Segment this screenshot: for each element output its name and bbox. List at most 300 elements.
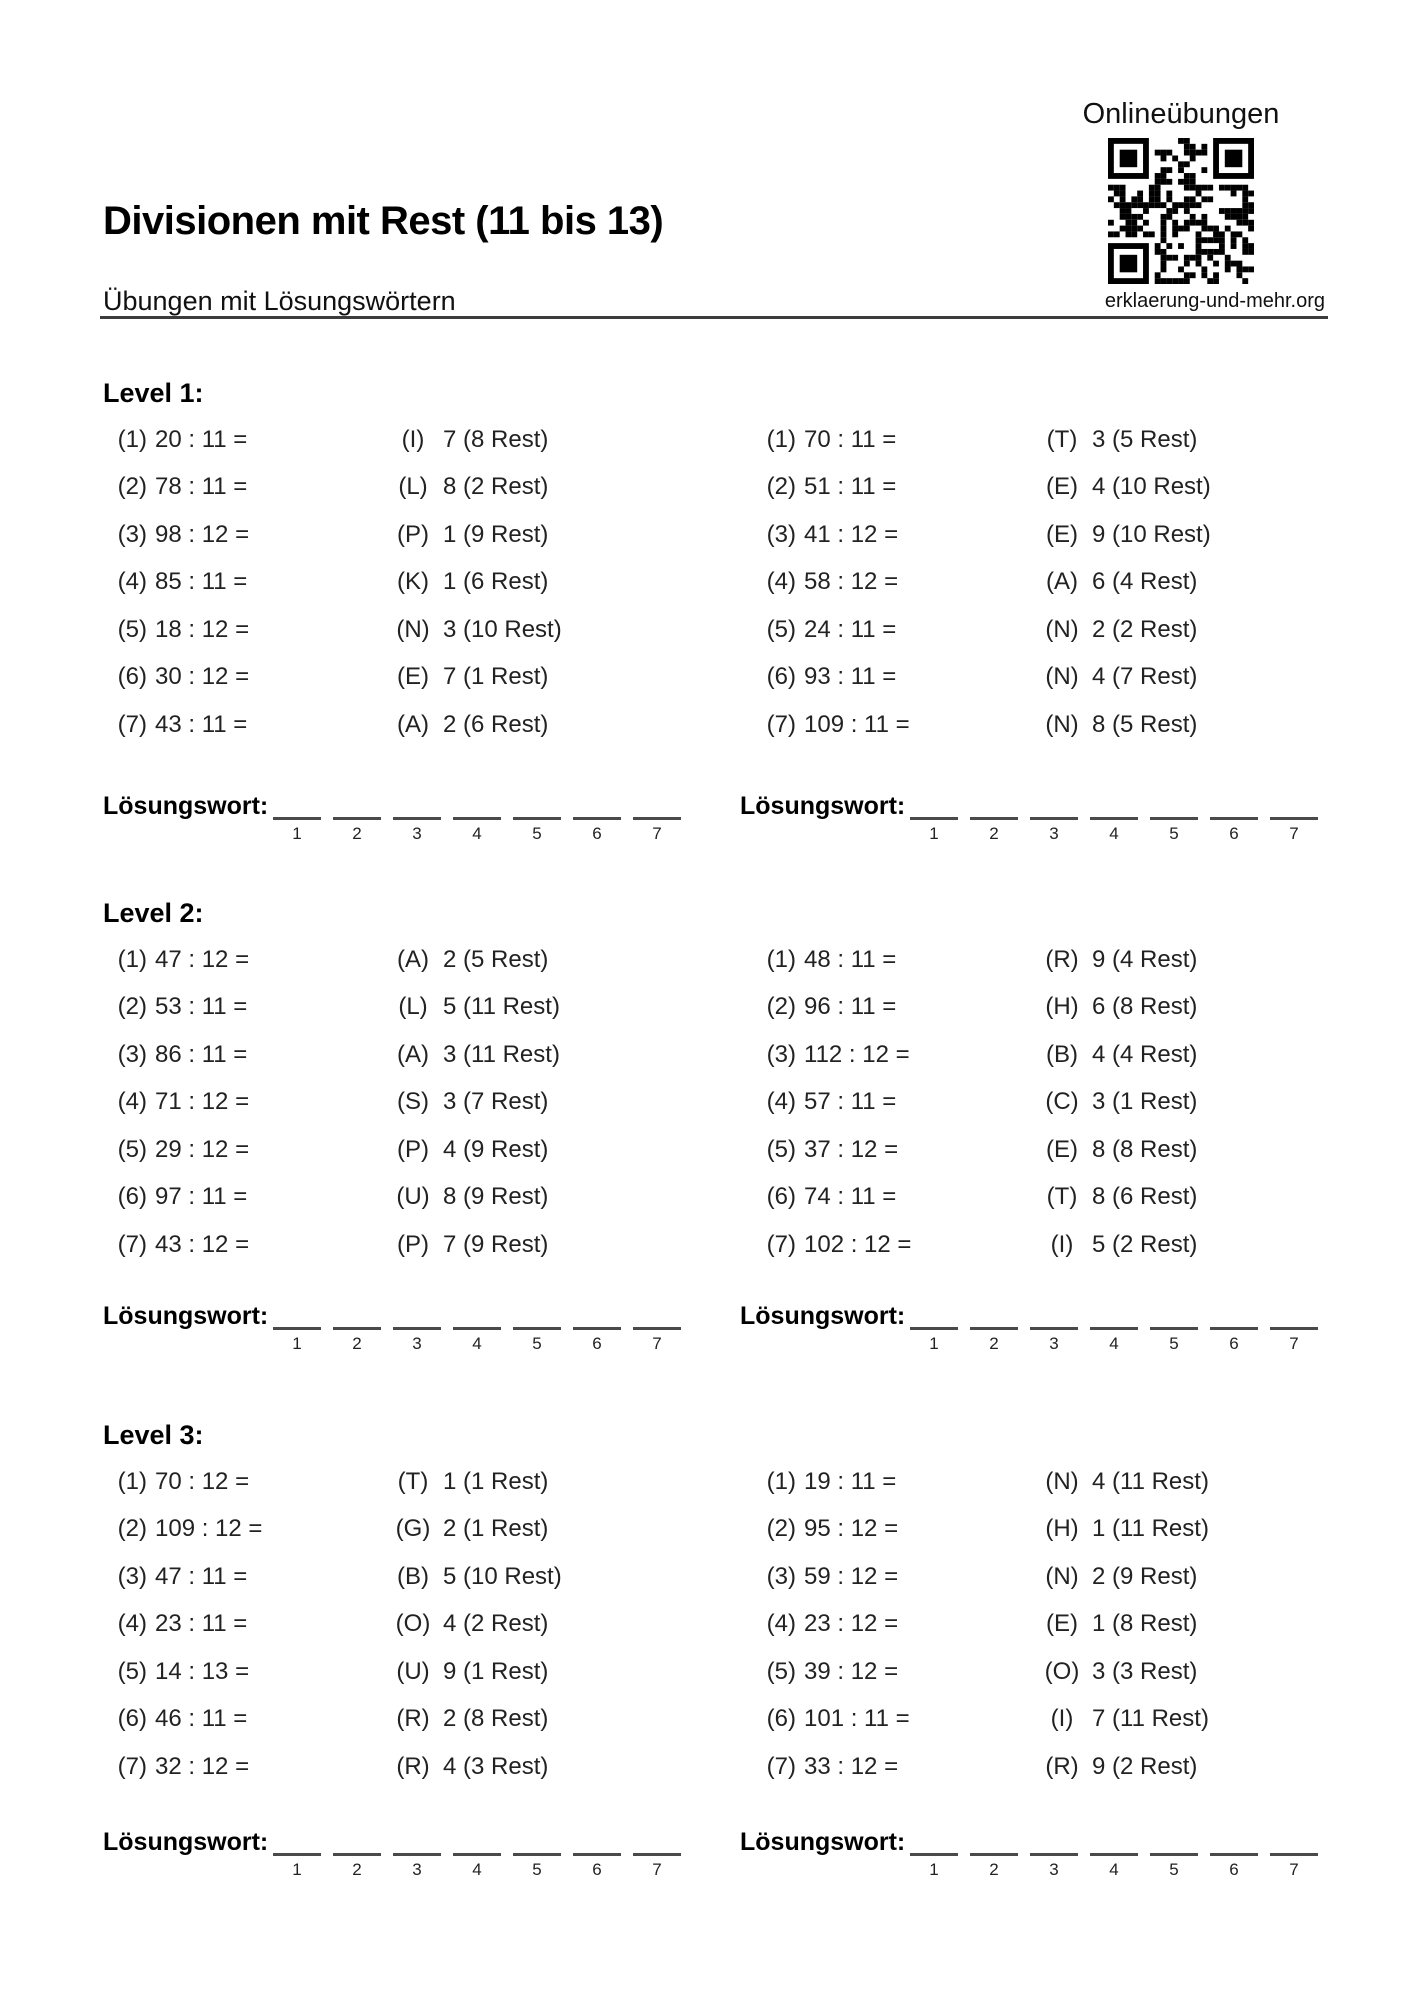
answer-text: 8 (6 Rest) [1092,1183,1198,1211]
blank-line [453,792,501,820]
answer-blank[interactable] [333,1828,381,1880]
answer-text: 4 (4 Rest) [1092,1040,1198,1068]
answer-letter: (P) [397,1230,429,1258]
blank-number: 3 [1049,1860,1059,1879]
blank-line [273,1302,321,1330]
answer-letter: (N) [1045,1562,1079,1590]
blank-line [1150,1828,1198,1856]
website-url: erklaerung-und-mehr.org [1104,290,1325,312]
problem-number: (4) [117,1088,147,1116]
problem-expression: 18 : 12 = [155,615,250,643]
answer-blank[interactable] [513,1828,561,1880]
problem-number: (2) [766,473,796,501]
problem-left [103,1515,752,1543]
solution-word-row [103,792,693,844]
answer-text: 1 (11 Rest) [1092,1515,1209,1543]
answer-blank[interactable] [453,1302,501,1354]
answer-text: 2 (6 Rest) [443,710,549,738]
answer-text: 1 (8 Rest) [1092,1610,1198,1638]
blank-line [1270,1828,1318,1856]
blank-line [970,1828,1018,1856]
problem-right [752,1088,1327,1116]
answer-blank[interactable] [393,1302,441,1354]
problem-number: (6) [117,663,147,691]
problem-right [752,1658,1327,1686]
problem-number: (3) [766,1040,796,1068]
blank-number: 2 [989,1334,999,1353]
answer-text: 7 (8 Rest) [443,425,549,453]
solution-word-blanks [273,792,693,844]
problem-left [103,1610,752,1638]
problem-row [103,1079,1327,1127]
problem-expression: 24 : 11 = [804,615,897,643]
header-divider [100,316,1328,319]
answer-letter: (E) [1046,1135,1078,1163]
problem-row [103,701,1327,749]
blank-number: 5 [1169,824,1179,843]
answer-letter: (N) [1045,615,1079,643]
problem-number: (4) [117,1610,147,1638]
blank-line [910,1828,958,1856]
answer-letter: (K) [397,568,429,596]
answer-blank[interactable] [273,1828,321,1880]
answer-blank[interactable] [1090,1302,1138,1354]
answer-blank[interactable] [970,1302,1018,1354]
answer-letter: (B) [1046,1040,1078,1068]
problem-expression: 70 : 11 = [804,425,897,453]
solution-word-label: Lösungswort: [103,1302,269,1330]
answer-text: 2 (2 Rest) [1092,615,1198,643]
answer-blank[interactable] [1150,1302,1198,1354]
answer-blank[interactable] [910,1828,958,1880]
problem-right [752,1705,1327,1733]
problem-right [752,1136,1327,1164]
problem-number: (7) [117,1230,147,1258]
answer-letter: (P) [397,520,429,548]
blank-number: 6 [1229,824,1239,843]
blank-number: 1 [292,1334,302,1353]
problem-row [103,936,1327,984]
answer-blank[interactable] [333,792,381,844]
problem-number: (5) [766,615,796,643]
answer-blank[interactable] [970,792,1018,844]
answer-blank[interactable] [910,792,958,844]
blank-number: 3 [1049,1334,1059,1353]
answer-letter: (C) [1045,1088,1079,1116]
problem-expression: 95 : 12 = [804,1515,899,1543]
problem-row [103,1506,1327,1554]
blank-line [393,1828,441,1856]
answer-letter: (E) [397,663,429,691]
answer-blank[interactable] [453,792,501,844]
answer-blank[interactable] [393,1828,441,1880]
problem-number: (6) [117,1705,147,1733]
answer-text: 9 (1 Rest) [443,1657,549,1685]
problem-left [103,473,752,501]
blank-number: 4 [1109,1334,1119,1353]
blank-number: 7 [1289,1860,1299,1879]
answer-blank[interactable] [453,1828,501,1880]
problem-expression: 85 : 11 = [155,568,248,596]
problem-number: (6) [766,663,796,691]
blank-number: 6 [592,1860,602,1879]
answer-text: 3 (11 Rest) [443,1040,560,1068]
answer-text: 8 (5 Rest) [1092,710,1198,738]
blank-line [633,792,681,820]
answer-text: 2 (8 Rest) [443,1705,549,1733]
answer-letter: (T) [1046,1183,1078,1211]
problem-right [752,426,1327,454]
answer-text: 4 (2 Rest) [443,1610,549,1638]
problem-left [103,426,752,454]
problem-number: (5) [117,1135,147,1163]
answer-blank[interactable] [970,1828,1018,1880]
blank-line [633,1302,681,1330]
problem-number: (1) [117,1467,147,1495]
problem-right [752,1610,1327,1638]
problem-expression: 96 : 11 = [804,993,897,1021]
answer-text: 6 (4 Rest) [1092,568,1198,596]
problem-number: (7) [766,710,796,738]
problem-left [103,1231,752,1259]
answer-letter: (N) [1045,710,1079,738]
answer-blank[interactable] [513,1302,561,1354]
answer-blank[interactable] [1030,792,1078,844]
blank-line [633,1828,681,1856]
problem-right [752,663,1327,691]
blank-line [1030,792,1078,820]
blank-number: 7 [1289,824,1299,843]
problem-right [752,1753,1327,1781]
answer-letter: (P) [397,1135,429,1163]
problem-number: (3) [117,1040,147,1068]
problem-expression: 30 : 12 = [155,663,250,691]
blank-line [273,1828,321,1856]
answer-blank[interactable] [573,792,621,844]
answer-blank[interactable] [633,792,681,844]
answer-text: 4 (10 Rest) [1092,473,1211,501]
problem-expression: 59 : 12 = [804,1562,899,1590]
blank-line [393,1302,441,1330]
blank-line [1030,1302,1078,1330]
problem-expression: 29 : 12 = [155,1135,250,1163]
problem-number: (6) [766,1183,796,1211]
blank-number: 1 [929,1860,939,1879]
answer-blank[interactable] [1090,792,1138,844]
solution-word-label: Lösungswort: [740,1828,906,1856]
answer-text: 7 (1 Rest) [443,663,549,691]
problem-left [103,946,752,974]
problem-right [752,1183,1327,1211]
answer-blank[interactable] [513,792,561,844]
problem-row [103,464,1327,512]
problem-expression: 33 : 12 = [804,1752,899,1780]
problem-row [103,1458,1327,1506]
blank-line [513,792,561,820]
answer-letter: (R) [1045,1752,1079,1780]
problem-expression: 39 : 12 = [804,1657,899,1685]
answer-letter: (N) [1045,1467,1079,1495]
problem-left [103,711,752,739]
problem-left [103,663,752,691]
answer-text: 9 (2 Rest) [1092,1752,1198,1780]
answer-letter: (G) [395,1515,431,1543]
answer-letter: (E) [1046,1610,1078,1638]
blank-line [1150,1302,1198,1330]
blank-number: 5 [532,1334,542,1353]
problem-expression: 57 : 11 = [804,1088,897,1116]
problem-expression: 23 : 12 = [804,1610,899,1638]
answer-blank[interactable] [1270,792,1318,844]
answer-text: 5 (10 Rest) [443,1562,562,1590]
problem-right [752,1041,1327,1069]
blank-number: 2 [352,824,362,843]
problem-number: (7) [766,1752,796,1780]
answer-text: 2 (9 Rest) [1092,1562,1198,1590]
answer-letter: (E) [1046,520,1078,548]
level-title: Level 3: [103,1420,204,1450]
answer-blank[interactable] [333,1302,381,1354]
problem-expression: 109 : 11 = [804,710,910,738]
blank-number: 5 [1169,1334,1179,1353]
problem-number: (6) [766,1705,796,1733]
answer-text: 6 (8 Rest) [1092,993,1198,1021]
problem-expression: 93 : 11 = [804,663,897,691]
answer-text: 1 (1 Rest) [443,1467,549,1495]
answer-blank[interactable] [273,792,321,844]
answer-blank[interactable] [573,1828,621,1880]
problem-expression: 74 : 11 = [804,1183,897,1211]
level-title: Level 1: [103,378,204,408]
level-2-section [103,898,1327,1269]
answer-text: 8 (8 Rest) [1092,1135,1198,1163]
answer-letter: (A) [397,710,429,738]
blank-line [513,1302,561,1330]
answer-text: 4 (9 Rest) [443,1135,549,1163]
answer-letter: (N) [1045,663,1079,691]
answer-blank[interactable] [393,792,441,844]
online-exercises-label: Onlineübungen [1082,98,1280,130]
problem-number: (5) [766,1135,796,1163]
answer-blank[interactable] [1150,792,1198,844]
blank-number: 4 [1109,824,1119,843]
problem-expression: 48 : 11 = [804,945,897,973]
answer-text: 1 (6 Rest) [443,568,549,596]
blank-line [333,792,381,820]
problem-expression: 109 : 12 = [155,1515,263,1543]
answer-blank[interactable] [273,1302,321,1354]
blank-number: 1 [292,1860,302,1879]
answer-letter: (A) [1046,568,1078,596]
problem-number: (3) [766,520,796,548]
problem-row [103,1221,1327,1269]
problem-left [103,1563,752,1591]
problem-expression: 14 : 13 = [155,1657,250,1685]
answer-letter: (S) [397,1088,429,1116]
blank-line [1210,792,1258,820]
problem-number: (3) [117,520,147,548]
answer-blank[interactable] [1270,1302,1318,1354]
problem-number: (6) [117,1183,147,1211]
answer-blank[interactable] [910,1302,958,1354]
blank-line [1090,1302,1138,1330]
problem-right [752,946,1327,974]
blank-number: 4 [472,824,482,843]
answer-blank[interactable] [1030,1828,1078,1880]
answer-letter: (N) [396,615,430,643]
problem-row [103,1696,1327,1744]
blank-line [453,1828,501,1856]
blank-number: 7 [652,1334,662,1353]
blank-number: 7 [1289,1334,1299,1353]
blank-number: 6 [1229,1860,1239,1879]
blank-number: 6 [592,824,602,843]
solution-word-row [740,792,1330,844]
problem-left [103,1753,752,1781]
blank-line [1270,792,1318,820]
blank-number: 3 [412,1860,422,1879]
problem-expression: 19 : 11 = [804,1467,897,1495]
problem-row [103,606,1327,654]
answer-text: 1 (9 Rest) [443,520,549,548]
answer-letter: (I) [401,425,425,453]
problem-left [103,1705,752,1733]
problem-left [103,1183,752,1211]
answer-blank[interactable] [633,1302,681,1354]
blank-line [970,792,1018,820]
problem-number: (4) [766,1610,796,1638]
problem-row [103,416,1327,464]
problem-left [103,1041,752,1069]
blank-line [910,792,958,820]
problem-expression: 53 : 11 = [155,993,248,1021]
answer-text: 4 (11 Rest) [1092,1467,1209,1495]
problem-expression: 71 : 12 = [155,1088,250,1116]
problem-row [103,1601,1327,1649]
answer-text: 3 (3 Rest) [1092,1657,1198,1685]
blank-number: 3 [412,1334,422,1353]
answer-blank[interactable] [1210,792,1258,844]
answer-letter: (O) [395,1610,431,1638]
answer-text: 5 (11 Rest) [443,993,560,1021]
blank-line [573,1302,621,1330]
problem-rows [103,1458,1327,1791]
answer-blank[interactable] [1210,1828,1258,1880]
solution-word-row [740,1828,1330,1880]
problem-number: (5) [766,1657,796,1685]
problem-expression: 112 : 12 = [804,1040,910,1068]
blank-line [513,1828,561,1856]
solution-word-label: Lösungswort: [740,1302,906,1330]
problem-right [752,1515,1327,1543]
problem-number: (2) [117,473,147,501]
problem-left [103,521,752,549]
problem-expression: 51 : 11 = [804,473,897,501]
problem-number: (1) [117,945,147,973]
blank-line [333,1302,381,1330]
level-1-section [103,378,1327,749]
answer-blank[interactable] [1090,1828,1138,1880]
answer-text: 4 (3 Rest) [443,1752,549,1780]
answer-blank[interactable] [633,1828,681,1880]
solution-word-row [103,1828,693,1880]
problem-number: (5) [117,615,147,643]
blank-line [453,1302,501,1330]
answer-letter: (U) [396,1183,430,1211]
answer-text: 2 (5 Rest) [443,945,549,973]
answer-text: 9 (4 Rest) [1092,945,1198,973]
problem-number: (5) [117,1657,147,1685]
answer-text: 3 (1 Rest) [1092,1088,1198,1116]
answer-blank[interactable] [1030,1302,1078,1354]
answer-blank[interactable] [573,1302,621,1354]
answer-letter: (R) [1045,945,1079,973]
blank-number: 2 [352,1860,362,1879]
solution-word-label: Lösungswort: [103,1828,269,1856]
page-title: Divisionen mit Rest (11 bis 13) [103,198,664,243]
answer-blank[interactable] [1210,1302,1258,1354]
solution-word-blanks [910,1302,1330,1354]
problem-row [103,1031,1327,1079]
problem-right [752,521,1327,549]
answer-letter: (E) [1046,473,1078,501]
problem-number: (2) [766,993,796,1021]
answer-text: 4 (7 Rest) [1092,663,1198,691]
problem-row [103,511,1327,559]
problem-expression: 43 : 12 = [155,1230,250,1258]
answer-letter: (R) [396,1752,430,1780]
problem-expression: 23 : 11 = [155,1610,248,1638]
problem-expression: 70 : 12 = [155,1467,250,1495]
answer-letter: (A) [397,945,429,973]
answer-letter: (H) [1045,1515,1079,1543]
answer-letter: (L) [398,993,428,1021]
problem-rows [103,936,1327,1269]
blank-line [1090,792,1138,820]
problem-row [103,1743,1327,1791]
problem-number: (1) [766,1467,796,1495]
blank-number: 2 [352,1334,362,1353]
problem-row [103,654,1327,702]
blank-line [1270,1302,1318,1330]
answer-blank[interactable] [1270,1828,1318,1880]
answer-letter: (A) [397,1040,429,1068]
answer-text: 3 (7 Rest) [443,1088,549,1116]
blank-number: 3 [412,824,422,843]
problem-number: (7) [117,710,147,738]
blank-line [1090,1828,1138,1856]
problem-number: (1) [766,945,796,973]
answer-text: 7 (11 Rest) [1092,1705,1209,1733]
problem-expression: 37 : 12 = [804,1135,899,1163]
problem-left [103,568,752,596]
blank-number: 5 [532,824,542,843]
problem-expression: 20 : 11 = [155,425,248,453]
solution-word-label: Lösungswort: [740,792,906,820]
answer-letter: (H) [1045,993,1079,1021]
blank-number: 4 [1109,1860,1119,1879]
solution-word-blanks [273,1302,693,1354]
answer-letter: (B) [397,1562,429,1590]
answer-blank[interactable] [1150,1828,1198,1880]
blank-number: 5 [1169,1860,1179,1879]
problem-number: (1) [766,425,796,453]
blank-line [573,792,621,820]
problem-number: (4) [766,1088,796,1116]
answer-letter: (R) [396,1705,430,1733]
problem-expression: 102 : 12 = [804,1230,912,1258]
blank-number: 2 [989,1860,999,1879]
